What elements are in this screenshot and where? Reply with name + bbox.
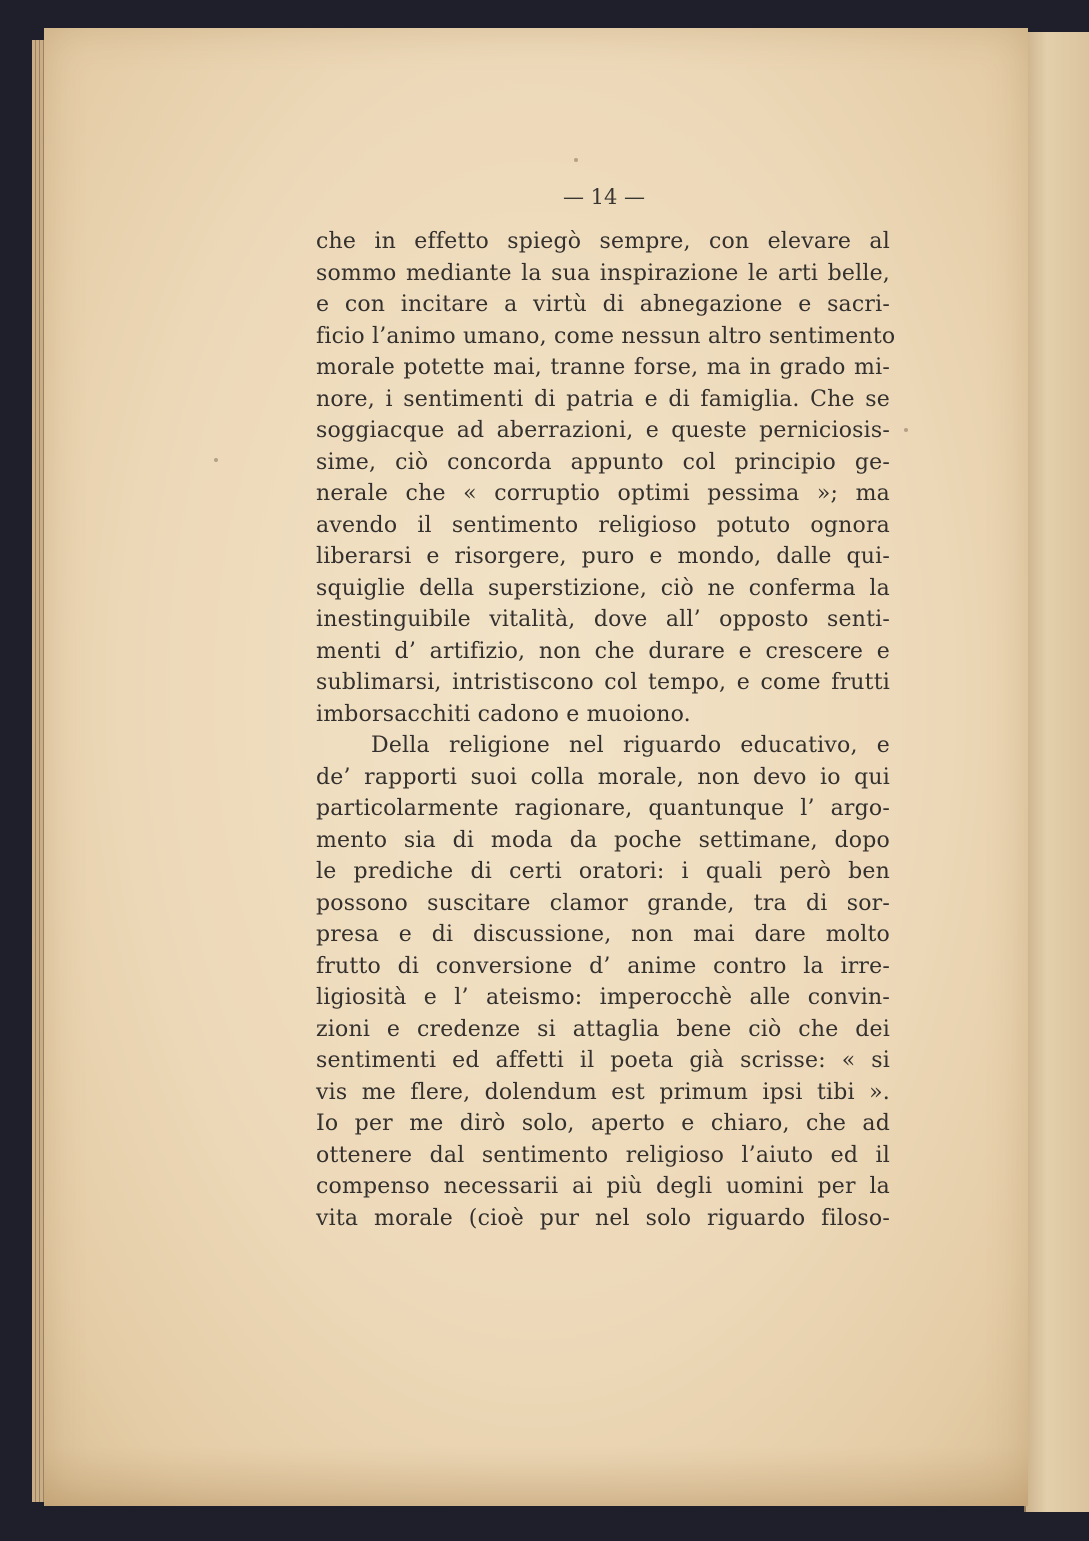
body-text bbox=[316, 226, 896, 1234]
text-line: ficio l’animo umano, come nessun altro sentimento bbox=[316, 323, 896, 349]
text-line: che in effetto spiegò sempre, con elevare al bbox=[316, 229, 890, 254]
text-line: liberarsi e risorgere, puro e mondo, dalle qui- bbox=[316, 544, 890, 569]
text-line: possono suscitare clamor grande, tra di sor- bbox=[316, 890, 890, 916]
text-line: soggiacque ad aberrazioni, e queste perniciosis- bbox=[316, 418, 890, 443]
text-line: squiglie della superstizione, ciò ne conferma la bbox=[316, 575, 890, 601]
facing-page-edge bbox=[1024, 32, 1089, 1512]
paper-speck bbox=[214, 458, 218, 462]
paper-speck bbox=[574, 158, 578, 162]
text-line: inestinguibile vitalità, dove all’ opposto senti- bbox=[316, 607, 890, 632]
text-line: sentimenti ed affetti il poeta già scrisse: « si bbox=[316, 1048, 890, 1073]
text-line: Io per me dirò solo, aperto e chiaro, che ad bbox=[316, 1111, 890, 1136]
text-line: menti d’ artifizio, non che durare e crescere e bbox=[316, 638, 890, 664]
text-line: nerale che « corruptio optimi pessima »; ma bbox=[316, 481, 890, 506]
text-line: le prediche di certi oratori: i quali però ben bbox=[316, 859, 890, 884]
text-line: e con incitare a virtù di abnegazione e sacri- bbox=[316, 292, 890, 317]
text-line: de’ rapporti suoi colla morale, non devo io qui bbox=[316, 764, 890, 790]
text-line: compenso necessarii ai più degli uomini per la bbox=[316, 1174, 890, 1199]
text-line: morale potette mai, tranne forse, ma in grado mi- bbox=[316, 355, 890, 380]
paper-speck bbox=[904, 428, 908, 432]
text-line: ottenere dal sentimento religioso l’aiuto ed il bbox=[316, 1142, 890, 1168]
text-line: vis me flere, dolendum est primum ipsi tibi ». bbox=[316, 1079, 890, 1105]
text-line: sommo mediante la sua inspirazione le arti belle, bbox=[316, 260, 890, 286]
text-line: avendo il sentimento religioso potuto ognora bbox=[316, 512, 890, 538]
text-line: mento sia di moda da poche settimane, dopo bbox=[316, 827, 890, 853]
text-line: presa e di discussione, non mai dare molto bbox=[316, 922, 890, 947]
page-number bbox=[0, 185, 1089, 209]
text-line: sublimarsi, intristiscono col tempo, e come frutti bbox=[316, 670, 890, 695]
paragraph-start-line: Della religione nel riguardo educativo, e bbox=[371, 733, 890, 758]
text-line: ligiosità e l’ ateismo: imperocchè alle convin- bbox=[316, 985, 890, 1010]
text-line: zioni e credenze si attaglia bene ciò che dei bbox=[316, 1016, 890, 1042]
paragraph-end-line: imborsacchiti cadono e muoiono. bbox=[316, 701, 691, 727]
text-line: sime, ciò concorda appunto col principio ge- bbox=[316, 449, 890, 475]
text-line: vita morale (cioè pur nel solo riguardo filoso- bbox=[316, 1205, 890, 1231]
page-number-text: — 14 — bbox=[562, 185, 646, 209]
text-line: frutto di conversione d’ anime contro la irre- bbox=[316, 953, 890, 979]
text-line: particolarmente ragionare, quantunque l’ argo- bbox=[316, 796, 890, 821]
text-line: nore, i sentimenti di patria e di famiglia. Che se bbox=[316, 386, 890, 412]
